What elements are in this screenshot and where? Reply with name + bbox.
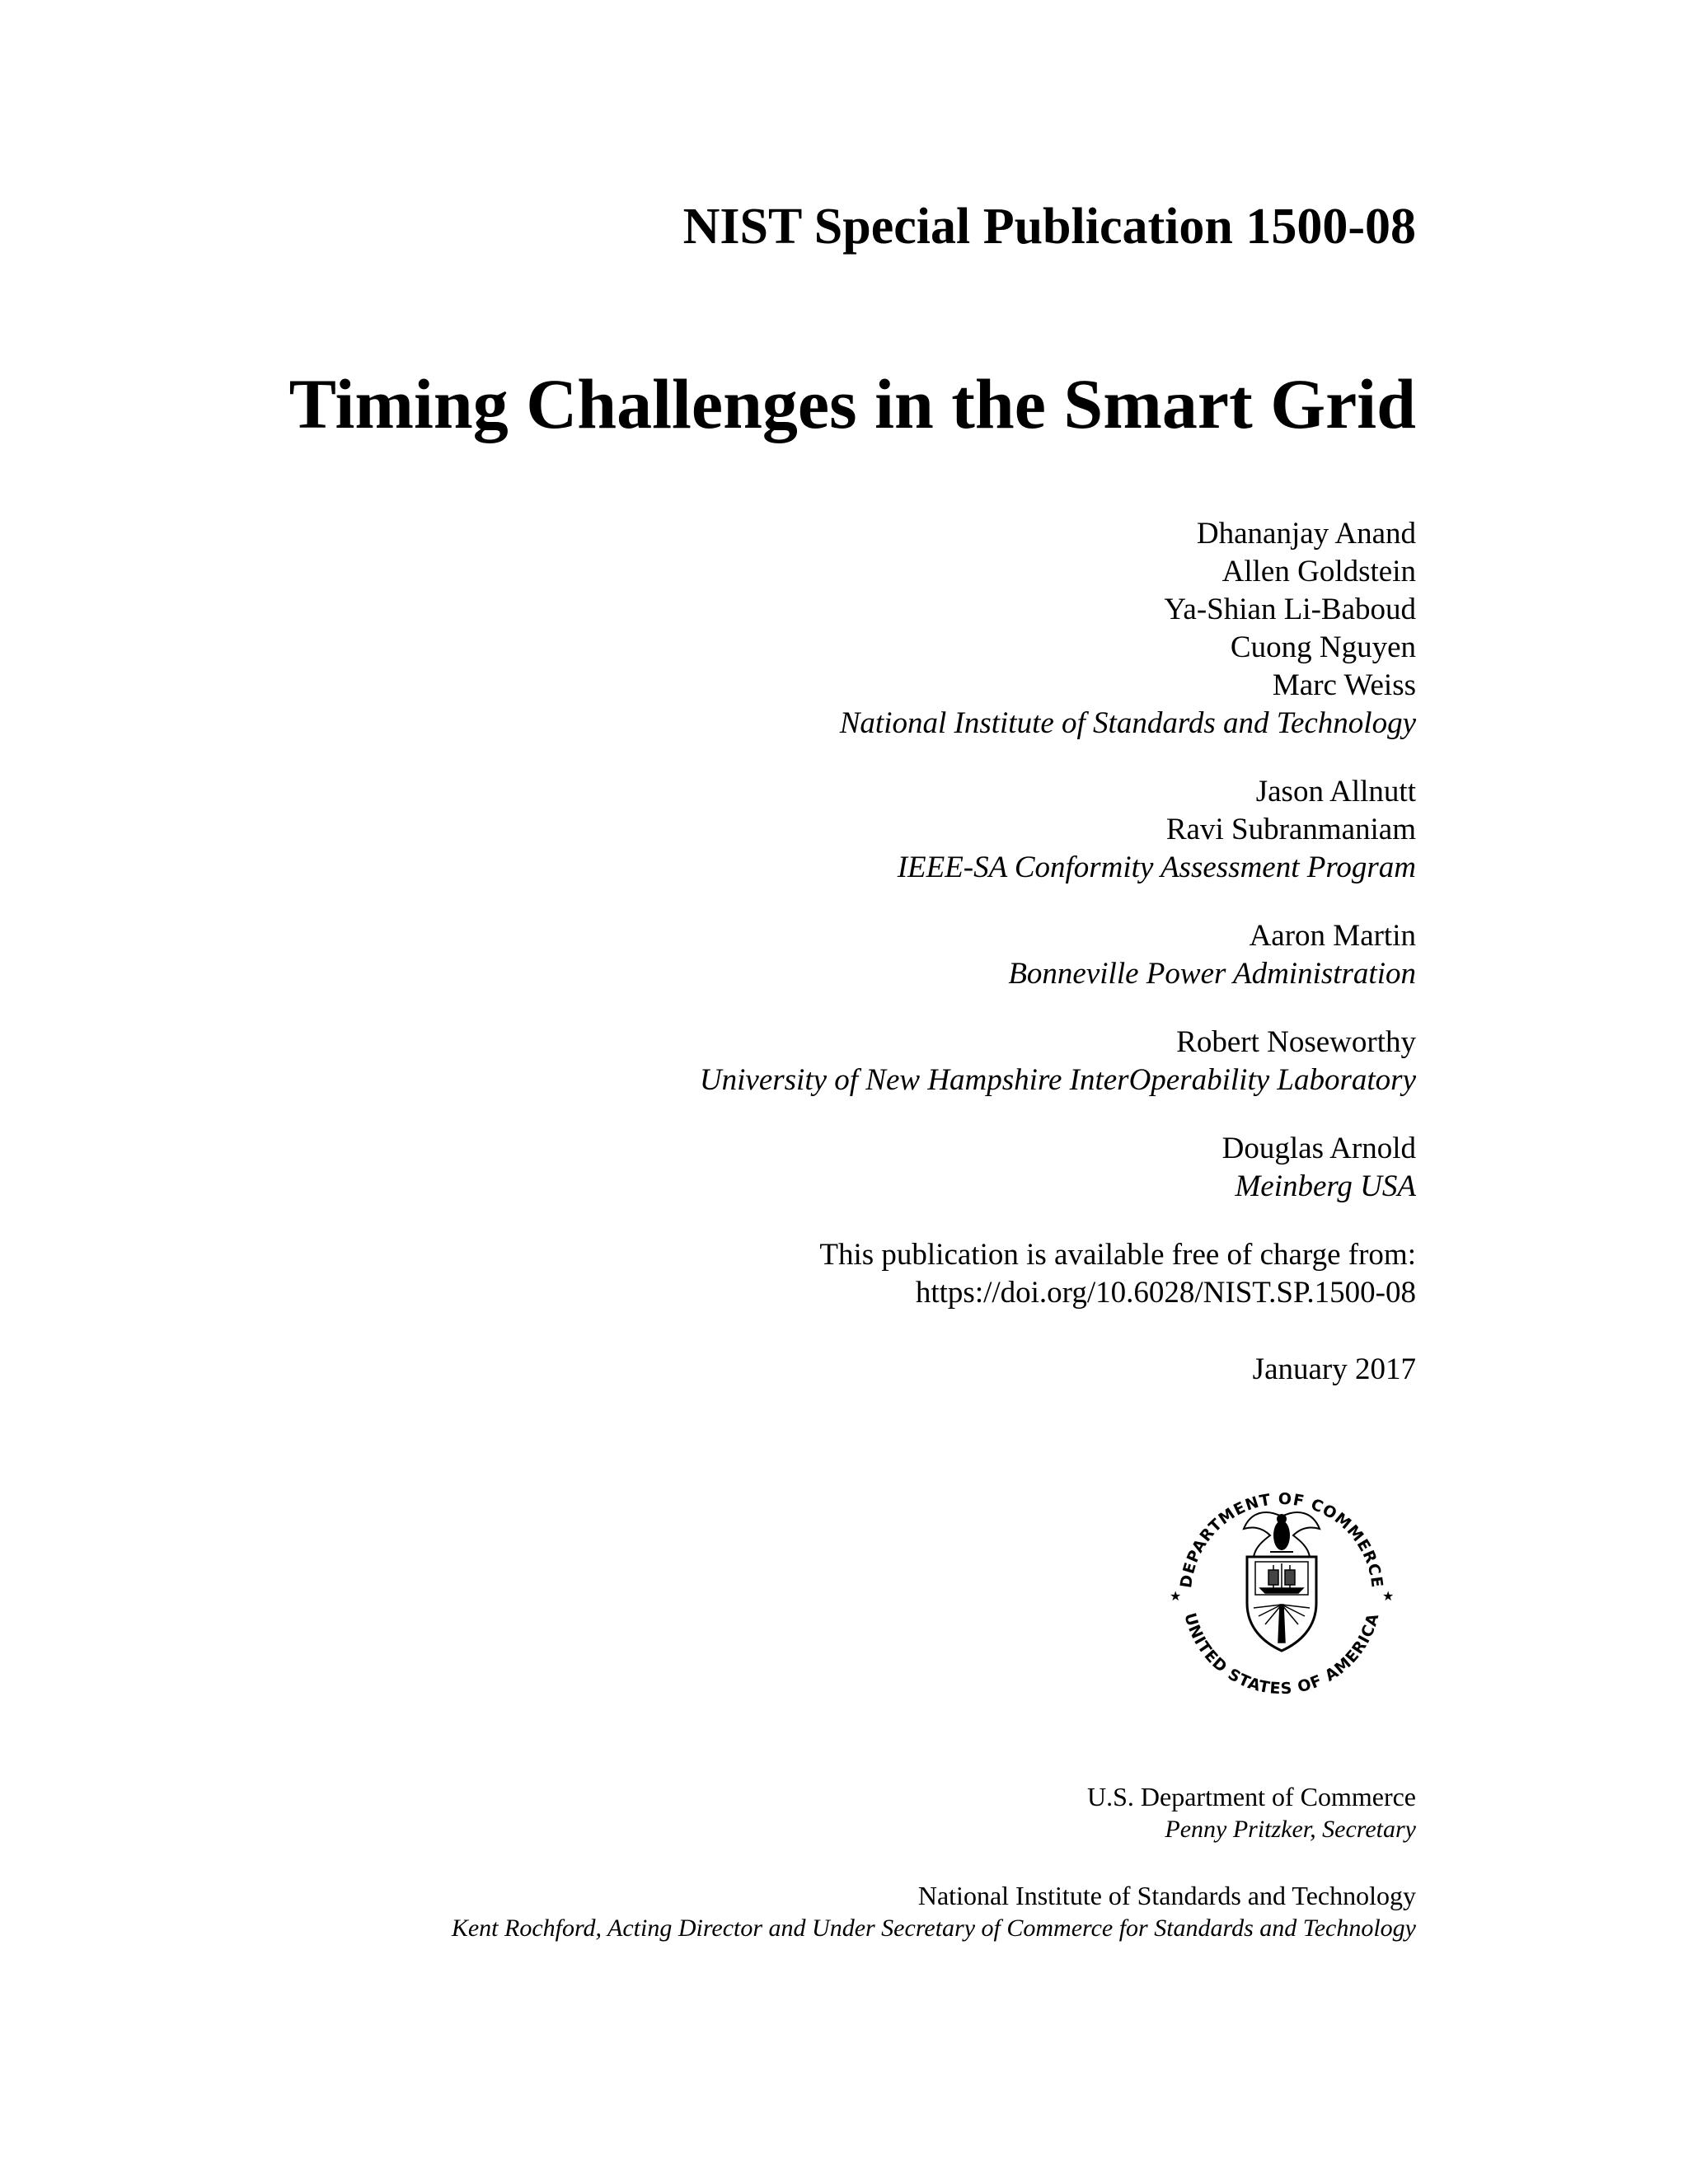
author-name: Cuong Nguyen	[1230, 630, 1416, 664]
author-name: Marc Weiss	[1272, 668, 1416, 702]
author-name: Ravi Subranmaniam	[1165, 813, 1416, 846]
author-group-ieee	[700, 773, 1416, 887]
star-icon: ★	[1170, 1590, 1182, 1604]
availability-note	[700, 1236, 1416, 1312]
publication-date: January 2017	[1252, 1352, 1416, 1386]
secretary-name: Penny Pritzker, Secretary	[1165, 1816, 1416, 1843]
author-name: Dhananjay Anand	[1196, 517, 1416, 551]
doi-link[interactable]: https://doi.org/10.6028/NIST.SP.1500-08	[915, 1276, 1416, 1310]
author-group-bpa	[700, 917, 1416, 993]
author-name: Ya-Shian Li-Baboud	[1164, 593, 1416, 626]
author-name: Douglas Arnold	[1221, 1132, 1416, 1165]
publication-series: NIST Special Publication 1500-08	[682, 199, 1416, 255]
author-name: Jason Allnutt	[1255, 775, 1416, 808]
author-group-unh	[700, 1024, 1416, 1099]
author-group-meinberg	[700, 1130, 1416, 1206]
author-affiliation: University of New Hampshire InterOperability Laboratory	[699, 1063, 1416, 1097]
author-name: Aaron Martin	[1249, 919, 1416, 953]
author-affiliation: IEEE-SA Conformity Assessment Program	[897, 851, 1416, 884]
shield-icon	[1247, 1557, 1316, 1651]
seal-top-text: DEPARTMENT OF COMMERCE	[1177, 1489, 1386, 1590]
author-name: Robert Noseworthy	[1176, 1025, 1416, 1059]
author-affiliation: Meinberg USA	[1235, 1169, 1416, 1203]
availability-text: This publication is available free of charge from:	[819, 1238, 1416, 1272]
eagle-icon	[1244, 1512, 1320, 1557]
author-affiliation: Bonneville Power Administration	[1008, 957, 1416, 991]
author-block	[700, 515, 1416, 1389]
author-group-nist	[700, 515, 1416, 743]
institute-name: National Institute of Standards and Technology	[917, 1881, 1416, 1910]
document-title: Timing Challenges in the Smart Grid	[288, 364, 1416, 443]
seal-bottom-text: UNITED STATES OF AMERICA	[1180, 1610, 1383, 1699]
author-name: Allen Goldstein	[1221, 555, 1416, 588]
department-of-commerce-seal	[1158, 1471, 1405, 1718]
footer-spacer	[452, 1846, 1416, 1879]
footer-block	[452, 1780, 1416, 1945]
author-affiliation: National Institute of Standards and Technology	[839, 706, 1416, 740]
star-icon: ★	[1382, 1590, 1395, 1604]
director-name: Kent Rochford, Acting Director and Under Secretary of Commerce for Standards and Technology	[451, 1915, 1416, 1942]
department-name: U.S. Department of Commerce	[1087, 1782, 1416, 1811]
